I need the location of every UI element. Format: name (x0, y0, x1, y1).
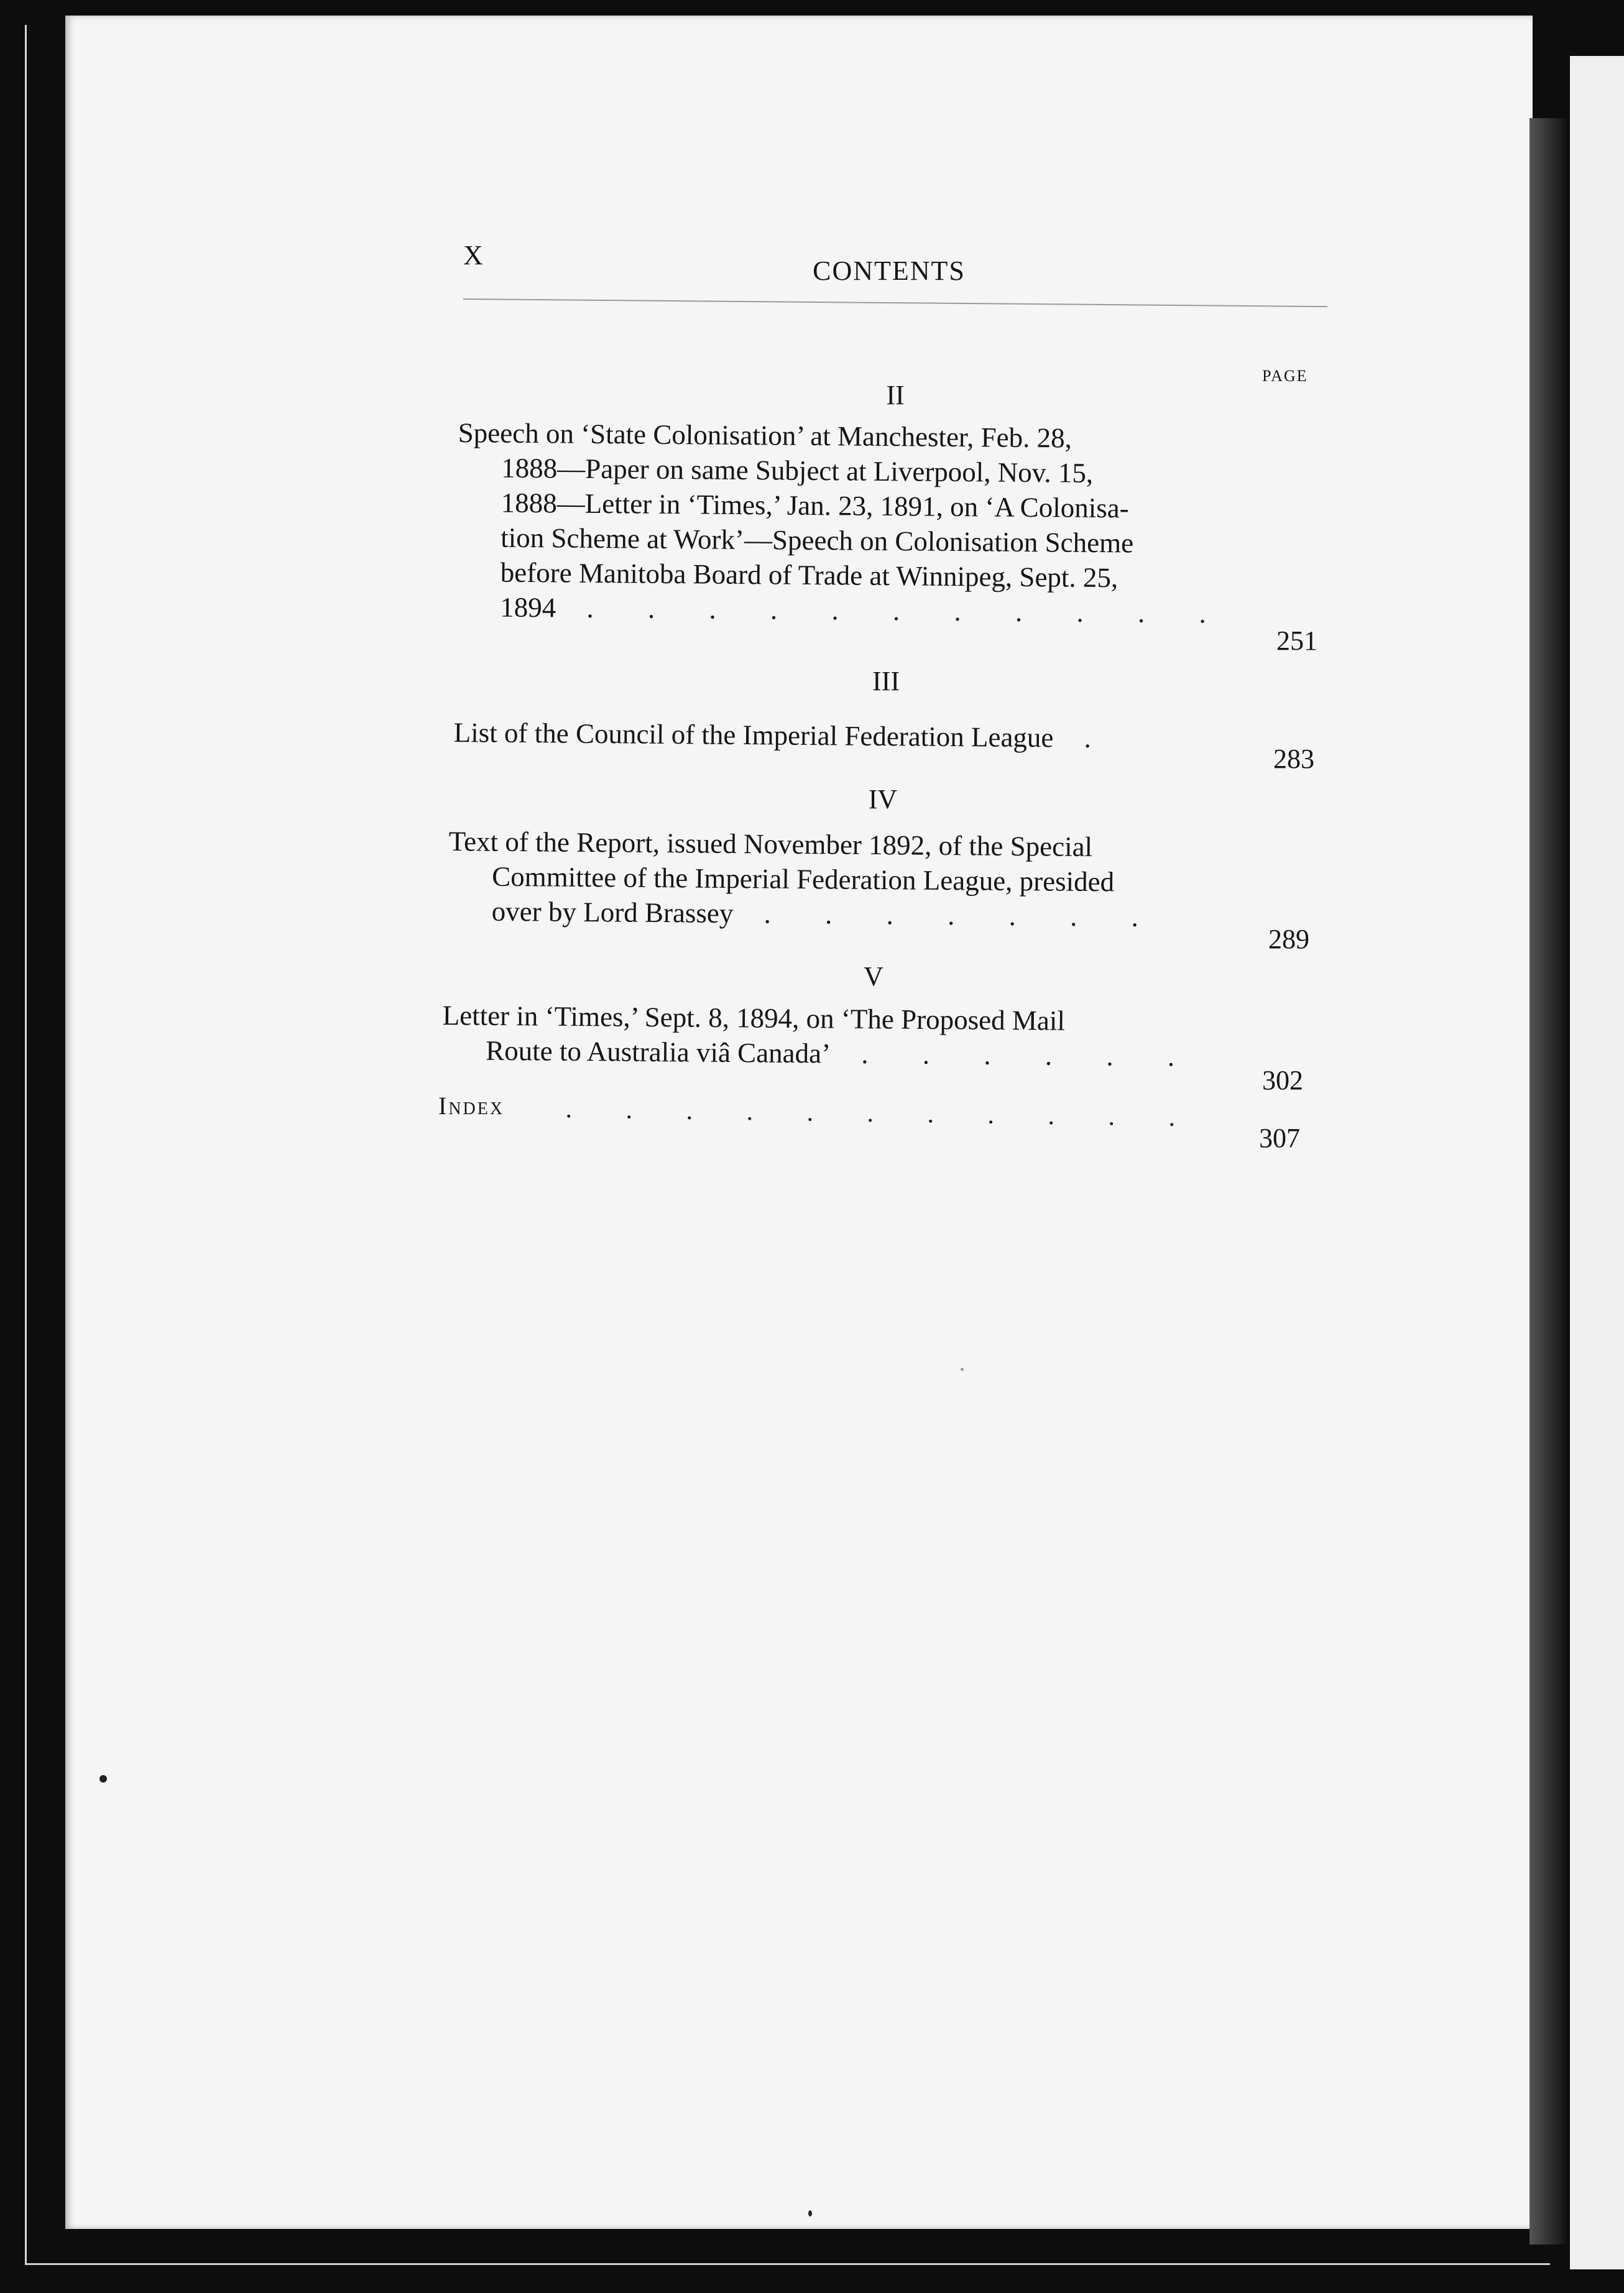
section-numeral-iii: III (872, 666, 900, 696)
leader-dots: . (1053, 722, 1115, 754)
toc-entry-ii (456, 415, 1254, 631)
entry-line: Letter in ‘Times,’ Sept. 8, 1894, on ‘The Proposed Mail (442, 999, 1066, 1036)
toc-entry-v (442, 998, 1239, 1074)
entry-line-text: over by Lord Brassey (491, 895, 734, 929)
page-column-heading: PAGE (1262, 367, 1308, 385)
adjacent-page-edge (1570, 56, 1624, 2269)
toc-entry-iv (448, 824, 1245, 935)
leader-dots: . . . . . . . . . . . (556, 592, 1230, 629)
entry-line (454, 715, 1250, 757)
leader-dots: . . . . . . . (733, 897, 1163, 933)
entry-line-text: 1894 (500, 591, 556, 624)
entry-line: Text of the Report, issued November 1892, of the Special (448, 825, 1093, 863)
entry-line-text: Route to Australia viâ Canada’ (486, 1035, 831, 1069)
leader-dots: . . . . . . . . . . . (565, 1094, 1199, 1133)
entry-line: Committee of the Imperial Federation League, presided (492, 860, 1115, 898)
leader-dots: . . . . . . (830, 1038, 1199, 1073)
section-numeral-ii: II (886, 380, 905, 410)
page-ref-iv: 289 (1268, 924, 1309, 954)
entry-line (442, 1033, 1238, 1074)
entry-line: 1888—Paper on same Subject at Liverpool, Nov. 15, (501, 452, 1094, 489)
binding-shadow (1529, 118, 1567, 2245)
entry-line: tion Scheme at Work’—Speech on Colonisation Scheme (501, 522, 1134, 559)
page-ref-index: 307 (1259, 1123, 1300, 1153)
section-numeral-iv: IV (868, 784, 898, 814)
page-ref-v: 302 (1262, 1065, 1303, 1096)
index-entry-label: Index (438, 1092, 505, 1120)
entry-line (456, 589, 1252, 631)
entry-line: Speech on ‘State Colonisation’ at Manchester, Feb. 28, (458, 417, 1073, 454)
page-ref-ii: 251 (1276, 625, 1317, 656)
entry-line (448, 893, 1244, 935)
scan-speck (808, 2210, 812, 2217)
section-numeral-v: V (864, 961, 884, 992)
entry-line: 1888—Letter in ‘Times,’ Jan. 23, 1891, on ‘A Colonisa- (501, 487, 1129, 524)
entry-line-text: List of the Council of the Imperial Federation League (453, 716, 1054, 754)
page-number: X (463, 240, 483, 270)
toc-entry-iii (454, 715, 1250, 757)
scan-speck (99, 1775, 107, 1783)
page-title: CONTENTS (813, 256, 966, 286)
entry-line: before Manitoba Board of Trade at Winnipeg, Sept. 25, (500, 556, 1119, 594)
page-ref-iii: 283 (1273, 744, 1314, 774)
scan-speck (961, 1368, 964, 1371)
